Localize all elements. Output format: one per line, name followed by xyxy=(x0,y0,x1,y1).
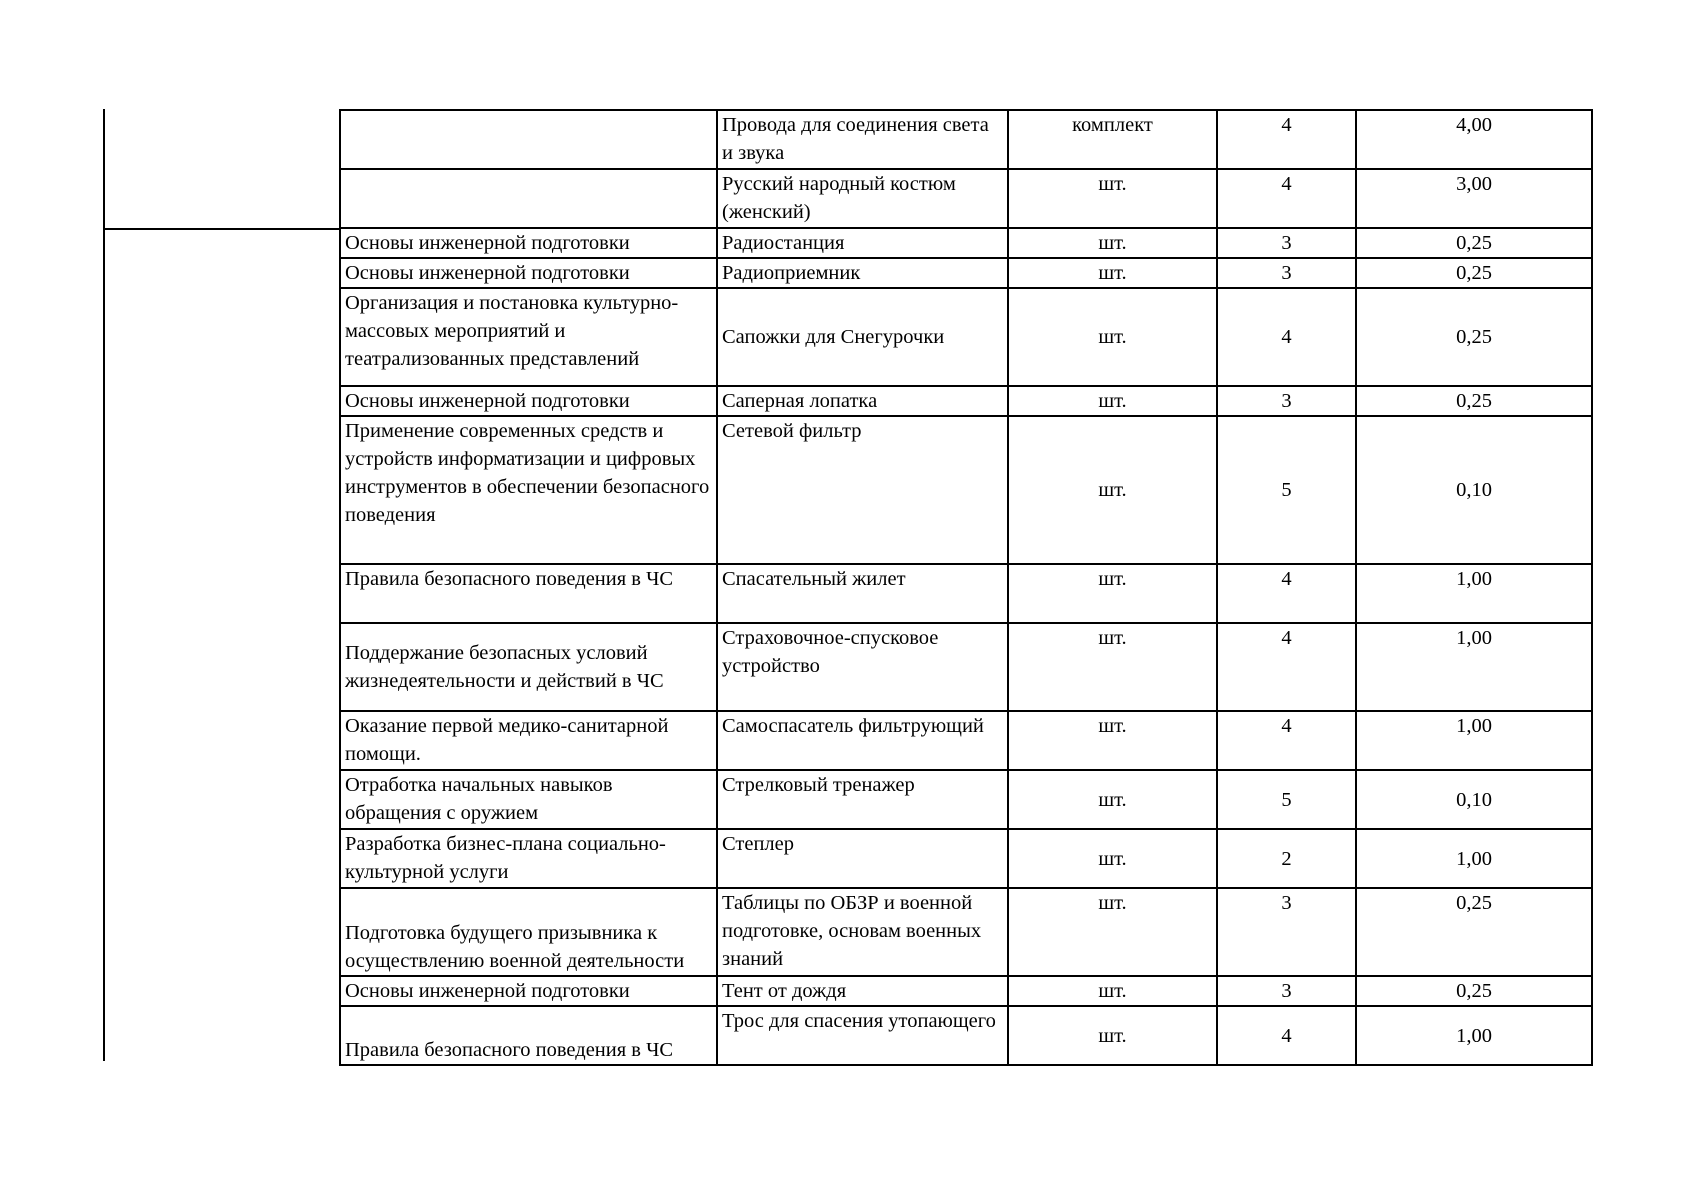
table-row xyxy=(340,386,1592,416)
quantity-cell: 3 xyxy=(1217,386,1356,416)
unit-cell: шт. xyxy=(1008,564,1217,623)
area-cell: Организация и постановка культурно-массовых мероприятий и театрализованных представлений xyxy=(340,288,717,386)
item-name-cell: Спасательный жилет xyxy=(717,564,1008,623)
value-cell: 0,10 xyxy=(1356,770,1592,829)
item-name-cell: Тент от дождя xyxy=(717,976,1008,1006)
item-name-cell: Радиоприемник xyxy=(717,258,1008,288)
value-cell: 0,25 xyxy=(1356,288,1592,386)
item-name-cell: Степлер xyxy=(717,829,1008,888)
table-row xyxy=(340,623,1592,711)
area-cell xyxy=(340,169,717,228)
area-cell: Основы инженерной подготовки xyxy=(340,976,717,1006)
unit-cell: шт. xyxy=(1008,416,1217,564)
table-row xyxy=(340,258,1592,288)
area-cell: Поддержание безопасных условий жизнедеятельности и действий в ЧС xyxy=(340,623,717,711)
item-name-cell: Сапожки для Снегурочки xyxy=(717,288,1008,386)
unit-cell: шт. xyxy=(1008,976,1217,1006)
area-cell: Основы инженерной подготовки xyxy=(340,258,717,288)
item-name-cell: Стрелковый тренажер xyxy=(717,770,1008,829)
value-cell: 0,10 xyxy=(1356,416,1592,564)
value-cell: 1,00 xyxy=(1356,829,1592,888)
area-cell: Применение современных средств и устройств информатизации и цифровых инструментов в обеспечении безопасного поведения xyxy=(340,416,717,564)
quantity-cell: 4 xyxy=(1217,711,1356,770)
quantity-cell: 4 xyxy=(1217,169,1356,228)
item-name-cell: Таблицы по ОБЗР и военной подготовке, основам военных знаний xyxy=(717,888,1008,976)
quantity-cell: 3 xyxy=(1217,976,1356,1006)
unit-cell: комплект xyxy=(1008,110,1217,169)
table-row xyxy=(340,416,1592,564)
quantity-cell: 4 xyxy=(1217,1006,1356,1065)
table-row xyxy=(340,976,1592,1006)
item-name-cell: Страховочное-спусковое устройство xyxy=(717,623,1008,711)
value-cell: 1,00 xyxy=(1356,711,1592,770)
quantity-cell: 2 xyxy=(1217,829,1356,888)
quantity-cell: 4 xyxy=(1217,564,1356,623)
area-cell: Оказание первой медико-санитарной помощи. xyxy=(340,711,717,770)
unit-cell: шт. xyxy=(1008,228,1217,258)
table-row xyxy=(340,110,1592,169)
item-name-cell: Сетевой фильтр xyxy=(717,416,1008,564)
quantity-cell: 4 xyxy=(1217,288,1356,386)
quantity-cell: 5 xyxy=(1217,416,1356,564)
item-name-cell: Трос для спасения утопающего xyxy=(717,1006,1008,1065)
value-cell: 1,00 xyxy=(1356,564,1592,623)
value-cell: 0,25 xyxy=(1356,386,1592,416)
value-cell: 1,00 xyxy=(1356,623,1592,711)
area-cell: Основы инженерной подготовки xyxy=(340,228,717,258)
value-cell: 4,00 xyxy=(1356,110,1592,169)
value-cell: 0,25 xyxy=(1356,976,1592,1006)
value-cell: 0,25 xyxy=(1356,888,1592,976)
value-cell: 0,25 xyxy=(1356,228,1592,258)
area-cell: Правила безопасного поведения в ЧС xyxy=(340,564,717,623)
area-cell: Основы инженерной подготовки xyxy=(340,386,717,416)
area-cell: Разработка бизнес-плана социально-культурной услуги xyxy=(340,829,717,888)
table-row xyxy=(340,888,1592,976)
item-name-cell: Самоспасатель фильтрующий xyxy=(717,711,1008,770)
item-name-cell: Провода для соединения света и звука xyxy=(717,110,1008,169)
quantity-cell: 4 xyxy=(1217,110,1356,169)
equipment-table xyxy=(339,109,1593,1066)
area-cell: Подготовка будущего призывника к осуществлению военной деятельности xyxy=(340,888,717,976)
area-cell: Отработка начальных навыков обращения с оружием xyxy=(340,770,717,829)
unit-cell: шт. xyxy=(1008,258,1217,288)
table-row xyxy=(340,564,1592,623)
table-row xyxy=(340,169,1592,228)
quantity-cell: 3 xyxy=(1217,888,1356,976)
unit-cell: шт. xyxy=(1008,888,1217,976)
unit-cell: шт. xyxy=(1008,386,1217,416)
unit-cell: шт. xyxy=(1008,829,1217,888)
area-cell: Правила безопасного поведения в ЧС xyxy=(340,1006,717,1065)
left-column-border xyxy=(103,109,105,1061)
quantity-cell: 3 xyxy=(1217,258,1356,288)
table-row xyxy=(340,711,1592,770)
unit-cell: шт. xyxy=(1008,623,1217,711)
quantity-cell: 3 xyxy=(1217,228,1356,258)
value-cell: 1,00 xyxy=(1356,1006,1592,1065)
quantity-cell: 5 xyxy=(1217,770,1356,829)
table-row xyxy=(340,228,1592,258)
left-column-divider xyxy=(103,228,340,230)
value-cell: 3,00 xyxy=(1356,169,1592,228)
unit-cell: шт. xyxy=(1008,169,1217,228)
unit-cell: шт. xyxy=(1008,1006,1217,1065)
value-cell: 0,25 xyxy=(1356,258,1592,288)
table-row xyxy=(340,770,1592,829)
area-cell xyxy=(340,110,717,169)
unit-cell: шт. xyxy=(1008,711,1217,770)
unit-cell: шт. xyxy=(1008,288,1217,386)
table-row xyxy=(340,829,1592,888)
unit-cell: шт. xyxy=(1008,770,1217,829)
table-row xyxy=(340,1006,1592,1065)
item-name-cell: Русский народный костюм (женский) xyxy=(717,169,1008,228)
item-name-cell: Саперная лопатка xyxy=(717,386,1008,416)
quantity-cell: 4 xyxy=(1217,623,1356,711)
table-row xyxy=(340,288,1592,386)
item-name-cell: Радиостанция xyxy=(717,228,1008,258)
